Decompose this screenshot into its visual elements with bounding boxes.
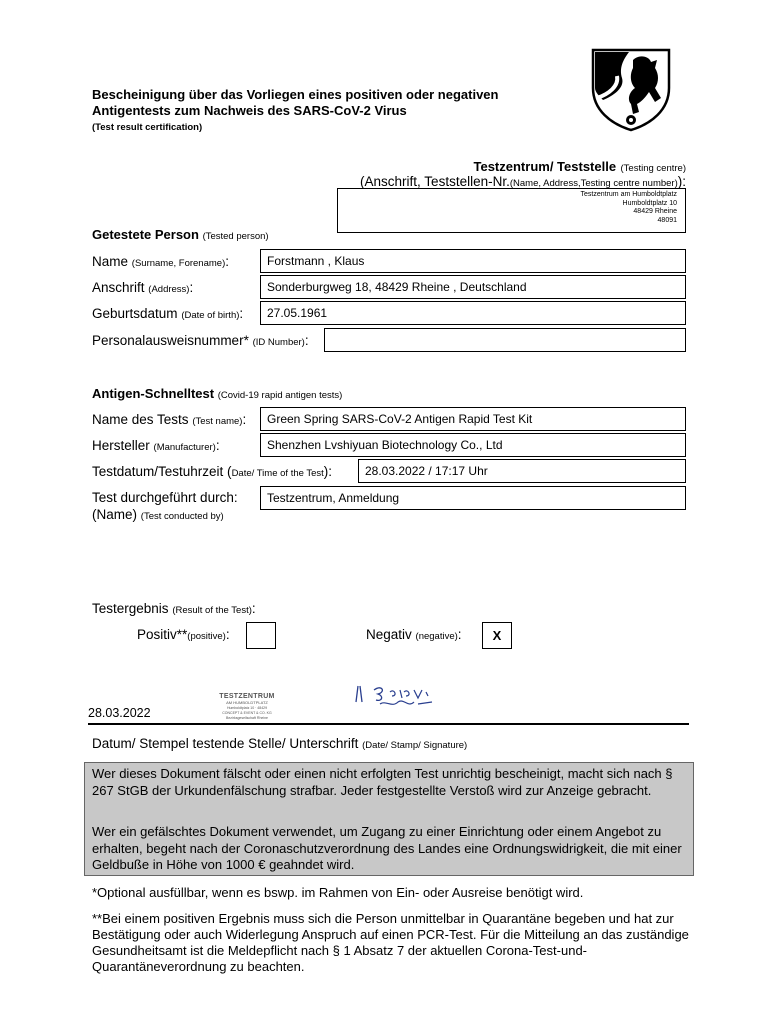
testing-centre-address-box bbox=[337, 188, 686, 233]
stamp-line: Humboldtplatz 10 · 48429 bbox=[226, 706, 268, 710]
test-result-heading: Testergebnis (Result of the Test): bbox=[92, 601, 256, 616]
stamp-subtitle: AM HUMBOLDTPLATZ bbox=[226, 700, 268, 705]
dob-field[interactable]: 27.05.1961 bbox=[260, 301, 686, 325]
test-datetime-field[interactable]: 28.03.2022 / 17:17 Uhr bbox=[358, 459, 686, 483]
document-subtitle: (Test result certification) bbox=[92, 122, 203, 133]
dob-label: Geburtsdatum (Date of birth): bbox=[92, 306, 244, 321]
manufacturer-label: Hersteller (Manufacturer): bbox=[92, 438, 220, 453]
signature-date: 28.03.2022 bbox=[88, 706, 151, 720]
legal-warning-box bbox=[84, 762, 694, 876]
address-line: Humboldtplatz 10 bbox=[622, 199, 677, 207]
test-name-field[interactable]: Green Spring SARS-CoV-2 Antigen Rapid Test Kit bbox=[260, 407, 686, 431]
document-title-line-2: Antigentests zum Nachweis des SARS-CoV-2 Virus bbox=[92, 103, 407, 118]
warning-paragraph-2: Wer ein gefälschtes Dokument verwendet, um Zugang zu einer Einrichtung oder einem Angebot zu erhalten, begeht nach der Coronaschutzverordnung des Landes eine Ordnungswidrigkeit, die mit einer Geldbuße in Höhe von 1000 € geahndet wird. bbox=[92, 824, 682, 872]
test-name-label: Name des Tests (Test name): bbox=[92, 412, 247, 427]
testing-centre-address-label: (Anschrift, Teststellen-Nr.(Name, Address,Testing centre number)): bbox=[360, 174, 686, 189]
name-label: Name (Surname, Forename): bbox=[92, 254, 229, 269]
stamp-line: CONCEPT & EVENT & CO. KG bbox=[222, 711, 272, 715]
tested-person-heading: Getestete Person (Tested person) bbox=[92, 227, 269, 242]
address-line: 48429 Rheine bbox=[633, 208, 677, 215]
stamp bbox=[214, 694, 280, 721]
manufacturer-field[interactable]: Shenzhen Lvshiyuan Biotechnology Co., Ltd bbox=[260, 433, 686, 457]
stamp-title: TESTZENTRUM bbox=[219, 693, 275, 700]
conducted-by-label: Test durchgeführt durch: bbox=[92, 490, 238, 505]
testing-centre-heading: Testzentrum/ Teststelle (Testing centre) bbox=[473, 159, 686, 174]
footnote-positive: **Bei einem positiven Ergebnis muss sich die Person unmittelbar in Quarantäne begeben und hat zur Bestätigung oder auch Widerlegung Anspruch auf einen PCR-Test. Für die Mitteilung an das zuständige Gesundheitsamt ist die Meldepflicht nach § 1 Absatz 7 der aktuellen Corona-Test-und-Quarantäneverordnung zu beachten. bbox=[92, 911, 689, 974]
positive-label: Positiv**(positive): bbox=[137, 627, 230, 642]
coat-of-arms-icon bbox=[589, 48, 673, 132]
conducted-by-field[interactable]: Testzentrum, Anmeldung bbox=[260, 486, 686, 510]
signature-caption: Datum/ Stempel testende Stelle/ Unterschrift (Date/ Stamp/ Signature) bbox=[92, 736, 468, 751]
id-number-field[interactable] bbox=[324, 328, 686, 352]
address-line: 48091 bbox=[657, 216, 677, 224]
id-number-label: Personalausweisnummer* (ID Number): bbox=[92, 333, 309, 348]
signature-line bbox=[88, 723, 689, 725]
handwritten-signature bbox=[352, 682, 448, 712]
address-field[interactable]: Sonderburgweg 18, 48429 Rheine , Deutschland bbox=[260, 275, 686, 299]
negative-label: Negativ (negative): bbox=[366, 627, 462, 642]
positive-checkbox[interactable] bbox=[246, 622, 276, 649]
conducted-by-label-2: (Name) (Test conducted by) bbox=[92, 507, 224, 522]
test-datetime-label: Testdatum/Testuhrzeit (Date/ Time of the Test): bbox=[92, 464, 333, 479]
address-label: Anschrift (Address): bbox=[92, 280, 194, 295]
name-field[interactable]: Forstmann , Klaus bbox=[260, 249, 686, 273]
document-title-line-1: Bescheinigung über das Vorliegen eines positiven oder negativen bbox=[92, 87, 499, 102]
footnote-optional: *Optional ausfüllbar, wenn es bswp. im Rahmen von Ein- oder Ausreise benötigt wird. bbox=[92, 885, 584, 900]
negative-checkbox[interactable]: X bbox=[482, 622, 512, 649]
stamp-line: Bezirksgesellschaft Rheine bbox=[225, 716, 269, 720]
antigen-test-heading: Antigen-Schnelltest (Covid-19 rapid antigen tests) bbox=[92, 386, 343, 401]
address-line: Testzentrum am Humboldtplatz bbox=[580, 191, 677, 198]
warning-paragraph-1: Wer dieses Dokument fälscht oder einen nicht erfolgten Test unrichtig bescheinigt, macht sich nach § 267 StGB der Urkundenfälschung strafbar. Jeder festgestellte Verstoß wird zur Anzeige gebracht. bbox=[92, 766, 673, 798]
